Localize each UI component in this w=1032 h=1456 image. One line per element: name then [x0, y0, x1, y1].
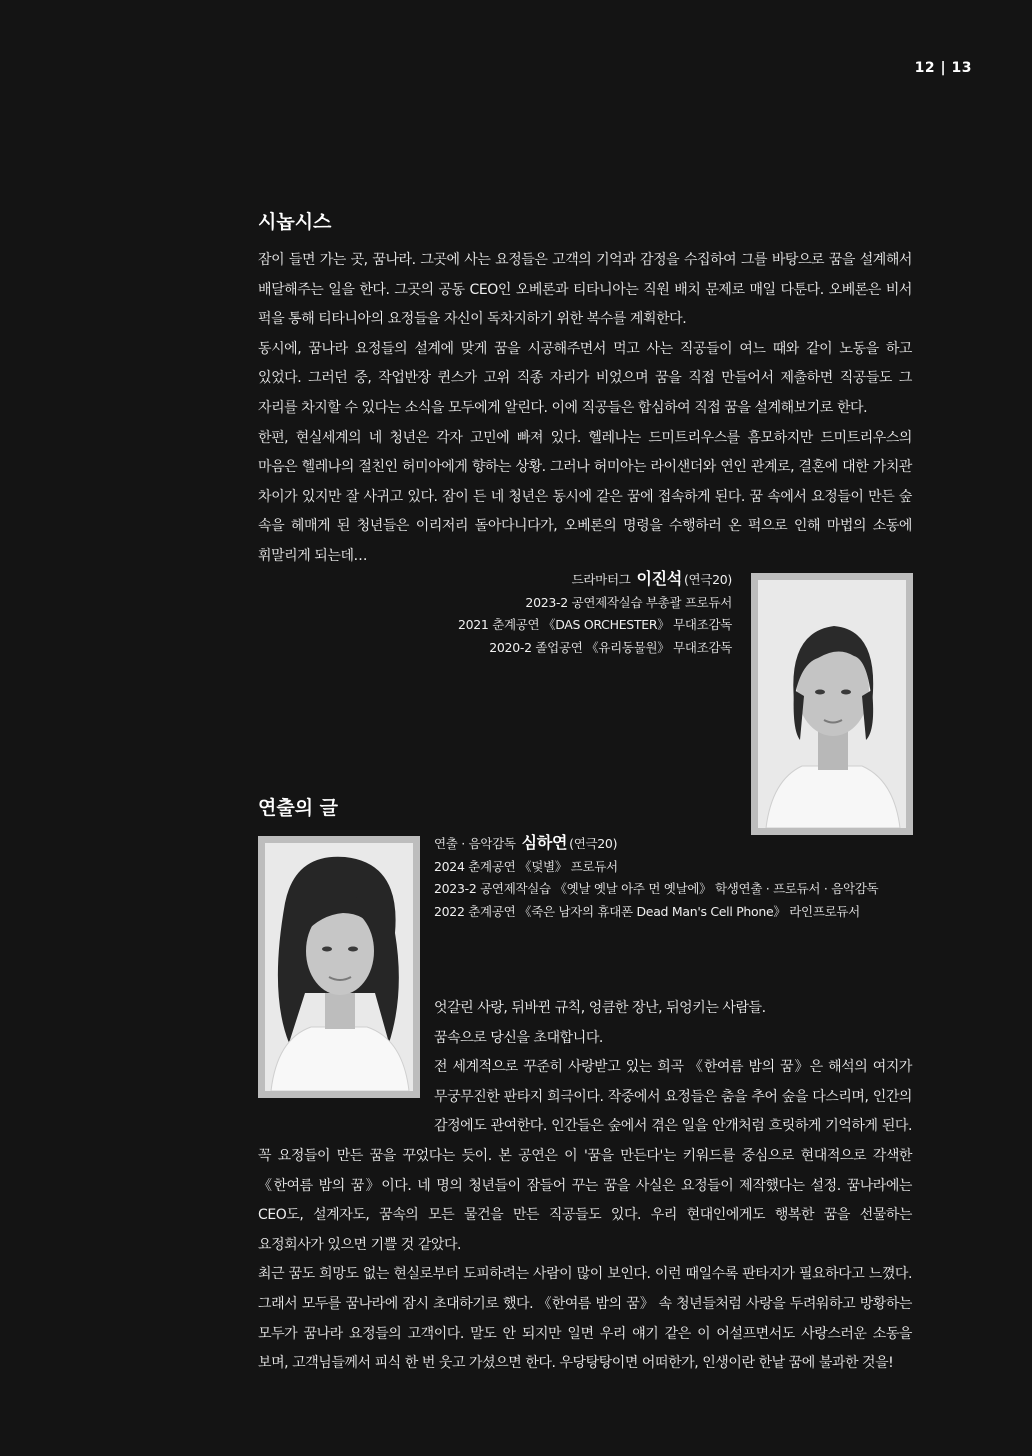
- dramaturg-name-line: [458, 568, 732, 592]
- director-note-paragraph: 최근 꿈도 희망도 없는 현실로부터 도피하려는 사람이 많이 보인다. 이런 때일수록 판타지가 필요하다고 느꼈다. 그래서 모두를 꿈나라에 잠시 초대하기로 했다. 《한여름 밤의 꿈》 속 청년들처럼 사랑을 두려워하고 방황하는 모두가 꿈나라 요정들의 고객이다. 말도 안 되지만 일면 우리 얘기 같은 이 어설프면서도 사랑스러운 소동을 보며, 고객님들께서 피식 한 번 웃고 가셨으면 한다. 우당탕탕이면 어떠한가, 인생이란 한낱 꿈에 불과한 것을!: [258, 1266, 912, 1372]
- dramaturg-credit-item: 2020-2 졸업공연 《유리동물원》 무대조감독: [489, 639, 732, 655]
- director-note-title: 연출의 글: [258, 797, 339, 819]
- dramaturg-dept: (연극20): [683, 572, 732, 587]
- synopsis-paragraph: 잠이 들면 가는 곳, 꿈나라. 그곳에 사는 요정들은 고객의 기억과 감정을 수집하여 그를 바탕으로 꿈을 설계해서 배달해주는 일을 한다. 그곳의 공동 CEO인 오베론과 티타니아는 직원 배치 문제로 매일 다툰다. 오베론은 비서 퍽을 통해 티타니아의 요정들을 자신이 독차지하기 위한 복수를 계획한다.: [258, 252, 912, 328]
- director-credit-item: 2023-2 공연제작실습 《옛날 옛날 아주 먼 옛날에》 학생연출 · 프로듀서 · 음악감독: [434, 881, 879, 896]
- synopsis-paragraph: 동시에, 꿈나라 요정들의 설계에 맞게 꿈을 시공해주면서 먹고 사는 직공들이 여느 때와 같이 노동을 하고 있었다. 그러던 중, 작업반장 퀸스가 고위 직종 자리가 비었으며 꿈을 직접 만들어서 제출하면 직공들도 그 자리를 차지할 수 있다는 소식을 모두에게 알린다. 이에 직공들은 합심하여 직접 꿈을 설계해보기로 한다.: [258, 340, 912, 416]
- synopsis-body: [258, 246, 912, 572]
- dramaturg-name: 이진석: [636, 569, 682, 588]
- dramaturg-role: 드라마터그: [571, 572, 631, 587]
- director-role: 연출 · 음악감독: [434, 836, 516, 851]
- dramaturg-photo: [751, 573, 913, 835]
- director-note-paragraph: 꿈속으로 당신을 초대합니다.: [434, 1029, 603, 1046]
- photo-wrap-spacer: [258, 994, 434, 1126]
- director-credit-item: 2022 춘계공연 《죽은 남자의 휴대폰 Dead Man's Cell Phone》 라인프로듀서: [434, 903, 860, 919]
- director-note-body: [258, 994, 912, 1379]
- director-credit: [434, 832, 878, 923]
- director-note-paragraph: 엇갈린 사랑, 뒤바뀐 규칙, 엉큼한 장난, 뒤엉키는 사람들.: [434, 1000, 766, 1016]
- dramaturg-credit-item: 2023-2 공연제작실습 부총괄 프로듀서: [525, 594, 732, 610]
- director-credit-item: 2024 춘계공연 《덫별》 프로듀서: [434, 858, 618, 874]
- synopsis-paragraph: 한편, 현실세계의 네 청년은 각자 고민에 빠져 있다. 헬레나는 드미트리우스를 흠모하지만 드미트리우스의 마음은 헬레나의 절친인 허미아에게 향하는 상황. 그러나 허미아는 라이샌더와 연인 관계로, 결혼에 대한 가치관 차이가 있지만 잘 사귀고 있다. 잠이 든 네 청년은 동시에 같은 꿈에 접속하게 된다. 꿈 속에서 요정들이 만든 숲 속을 헤매게 된 청년들은 이리저리 돌아다니다가, 오베론의 명령을 수행하러 온 퍽으로 인해 마법의 소동에 휘말리게 되는데…: [258, 429, 912, 564]
- portrait-photo: [758, 580, 906, 828]
- director-name-line: [434, 832, 878, 856]
- director-dept: (연극20): [569, 836, 618, 851]
- page-numbers: 12 | 13: [914, 60, 972, 76]
- director-note-paragraph: 전 세계적으로 꾸준히 사랑받고 있는 희곡 《한여름 밤의 꿈》은 해석의 여지가 무궁무진한 판타지 희극이다. 작중에서 요정들은 춤을 추어 숲을 다스리며, 인간의 감정에도 관여한다. 인간들은 숲에서 겪은 일을 안개처럼 흐릿하게 기억하게 된다. 꼭 요정들이 만든 꿈을 꾸었다는 듯이. 본 공연은 이 '꿈을 만든다'는 키워드를 중심으로 현대적으로 각색한 《한여름 밤의 꿈》이다. 네 명의 청년들이 잠들어 꾸는 꿈을 사실은 요정들이 제작했다는 설정. 꿈나라에는 CEO도, 설계자도, 꿈속의 모든 물건을 만든 직공들도 있다. 우리 현대인에게도 행복한 꿈을 선물하는 요정회사가 있으면 기쁠 것 같았다.: [258, 1059, 912, 1253]
- synopsis-title: 시놉시스: [258, 211, 332, 233]
- dramaturg-credit-item: 2021 춘계공연 《DAS ORCHESTER》 무대조감독: [457, 617, 732, 632]
- dramaturg-credit: [458, 568, 732, 659]
- director-name: 심하연: [521, 833, 568, 852]
